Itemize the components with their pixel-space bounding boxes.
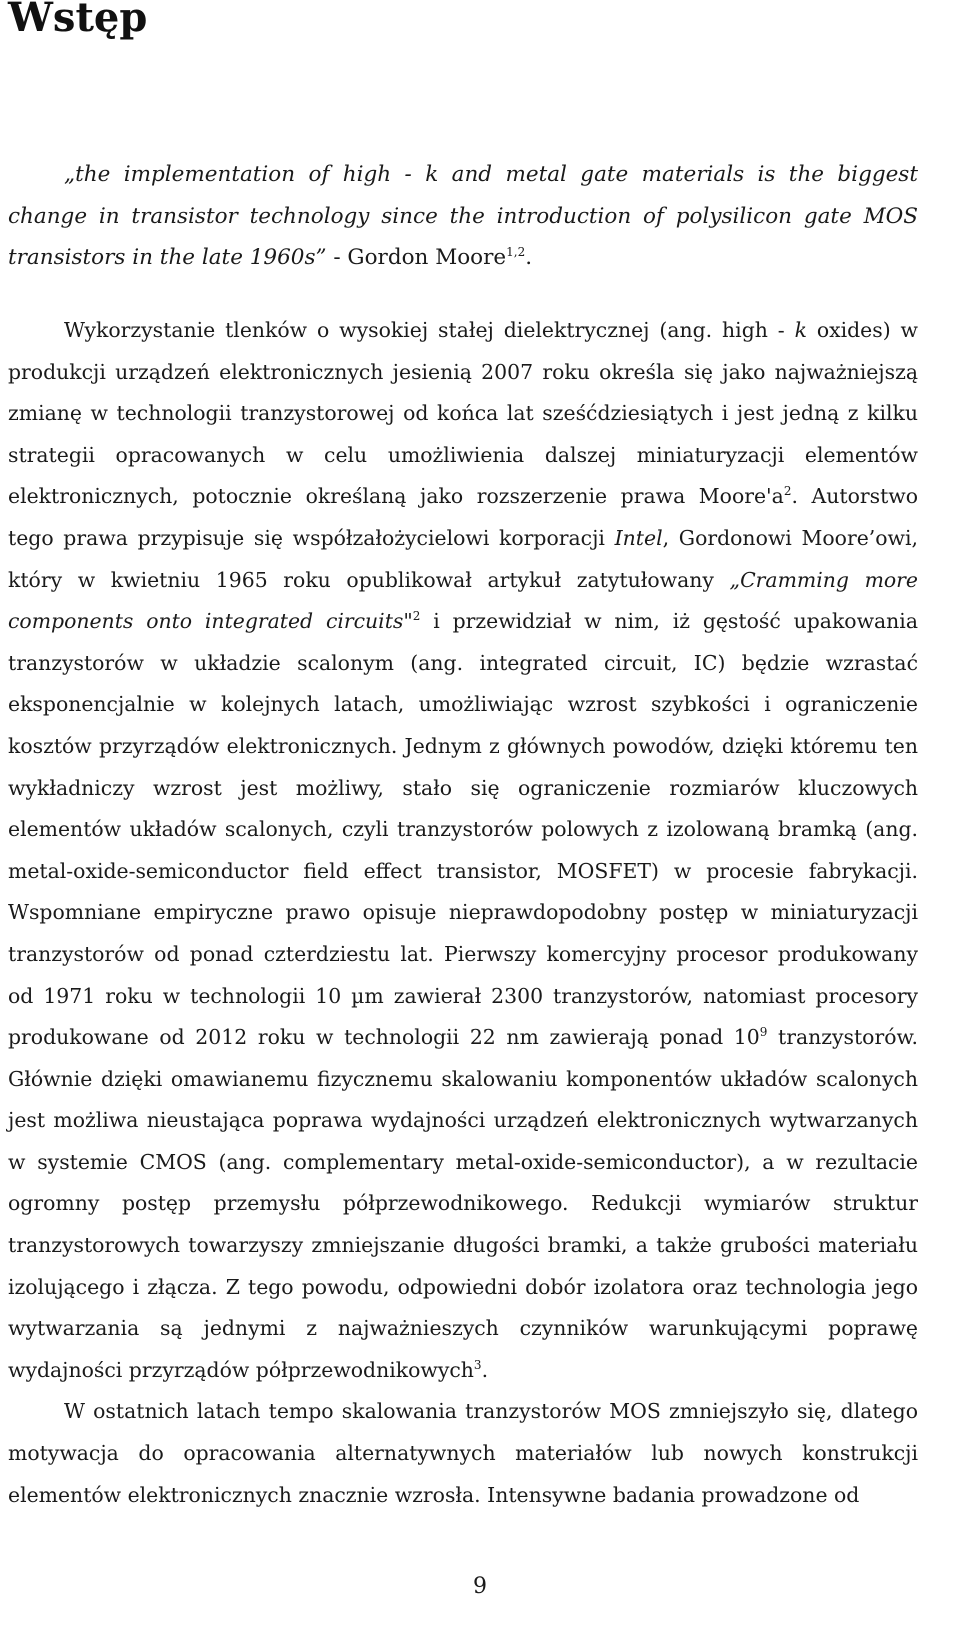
quote-text: the implementation of high - k and metal gate materials is the biggest change in transistor technology since the introduction of polysilicon gate MOS transistors in the late 1960s (8, 162, 918, 270)
body-text (8, 310, 918, 1516)
p1-article-title: „Cramming more components onto integrated circuits (8, 567, 918, 634)
p1-footnote-ref-c: 3 (473, 1357, 482, 1372)
page-number: 9 (473, 1574, 487, 1599)
p1-intel: Intel (614, 525, 663, 550)
section-heading: Wstęp (8, 0, 148, 41)
quote-attribution: - Gordon Moore (326, 245, 507, 270)
quote-end: . (525, 245, 533, 270)
p1-footnote-ref-a: 2 (783, 484, 792, 499)
p1-title-close: " (403, 609, 413, 634)
p1-text-a: Wykorzystanie tlenków o wysokiej stałej dielektrycznej (ang. high - (64, 318, 795, 342)
quote-close-mark: ” (315, 245, 327, 270)
epigraph-quote (8, 154, 918, 279)
p1-k-symbol: k (794, 318, 807, 342)
p1-end: . (481, 1357, 489, 1382)
quote-open-mark: „ (64, 162, 76, 187)
paragraph-1 (8, 310, 918, 1391)
p1-text-c: . Autorstwo tego prawa przypisuje się współzałożycielowi korporacji (8, 484, 919, 550)
p1-footnote-ref-b: 2 (412, 609, 421, 624)
p1-text-e: i przewidział w nim, iż gęstość upakowania tranzystorów w układzie scalonym (ang. integrated circuit, IC) będzie wzrastać eksponencjalnie w kolejnych latach, umożliwiając wzrost szybkości i ograniczenie kosztów przyrządów elektronicznych. Jednym z głównych powodów, dzięki któremu ten wykładniczy wzrost jest możliwy, stało się ograniczenie rozmiarów kluczowych elementów układów scalonych, czyli tranzystorów polowych z izolowaną bramką (ang. metal-oxide-semiconductor field effect transistor, MOSFET) w procesie fabrykacji. Wspomniane empiryczne prawo opisuje nieprawdopodobny postęp w miniaturyzacji tranzystorów od ponad czterdziestu lat. Pierwszy komercyjny procesor produkowany od 1971 roku w technologii 10 µm zawierał 2300 tranzystorów, natomiast procesory produkowane od 2012 roku w technologii 22 nm zawierają ponad 10 (8, 609, 918, 1050)
p1-text-d: , Gordonowi Moore’owi, który w kwietniu 1965 roku opublikował artykuł zatytułowany (8, 525, 918, 592)
quote-footnote-ref: 1,2 (506, 245, 526, 259)
paragraph-2: W ostatnich latach tempo skalowania tranzystorów MOS zmniejszyło się, dlatego motywacja do opracowania alternatywnych materiałów lub nowych konstrukcji elementów elektronicznych znacznie wzrosła. Intensywne badania prowadzone od (8, 1399, 918, 1507)
p1-text-b: oxides) w produkcji urządzeń elektronicznych jesienią 2007 roku określa się jako najważniejszą zmianę w technologii tranzystorowej od końca lat sześćdziesiątych i jest jedną z kilku strategii opracowanych w celu umożliwienia dalszej miniaturyzacji elementów elektronicznych, potocznie określaną jako rozszerzenie prawa Moore'a (8, 318, 918, 509)
p1-exponent: 9 (759, 1025, 768, 1040)
p1-text-f: tranzystorów. Głównie dzięki omawianemu fizycznemu skalowaniu komponentów układów scalonych jest możliwa nieustająca poprawa wydajności urządzeń elektronicznych wytwarzanych w systemie CMOS (ang. complementary metal-oxide-semiconductor), a w rezultacie ogromny postęp przemysłu półprzewodnikowego. Redukcji wymiarów struktur tranzystorowych towarzyszy zmniejszanie długości bramki, a także grubości materiału izolującego i złącza. Z tego powodu, odpowiedni dobór izolatora oraz technologia jego wytwarzania są jednymi z najważnieszych czynników warunkującymi poprawę wydajności przyrządów półprzewodnikowych (8, 1025, 918, 1382)
